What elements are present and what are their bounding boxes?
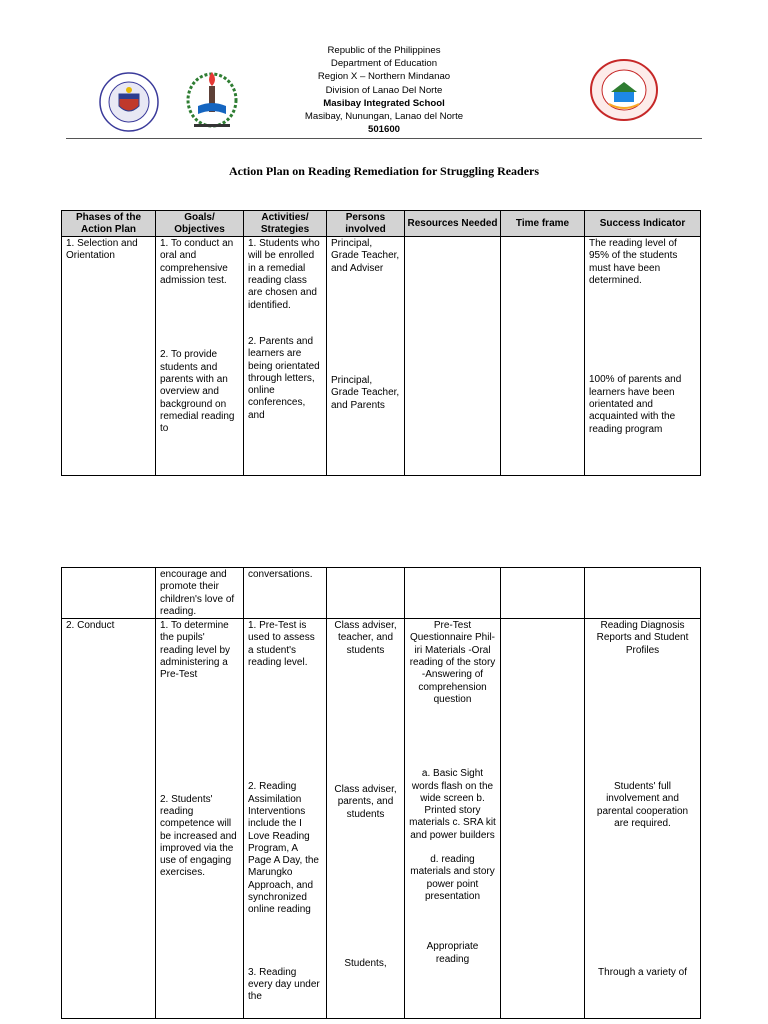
header-phases: Phases of the Action Plan	[62, 211, 156, 237]
activities-cell	[244, 237, 327, 476]
activity-text: 3. Reading every day under the	[248, 966, 320, 1003]
letterhead-line-4: Division of Lanao Del Norte	[325, 84, 443, 96]
action-plan-table-page2	[61, 567, 701, 1019]
success-text: Students' full involvement and parental cooperation are required.	[596, 781, 689, 829]
activity-text: 2. Parents and learners are being orientated through letters, online conferences, and	[248, 335, 320, 421]
goals-cell	[156, 237, 244, 476]
goals-cell	[156, 568, 244, 619]
success-cell	[585, 568, 701, 619]
success-text: 100% of parents and learners have been orientated and acquainted with the reading program	[589, 374, 682, 435]
activities-cell	[244, 619, 327, 1019]
persons-text: Class adviser, teacher, and students	[334, 620, 397, 656]
persons-cell	[327, 568, 405, 619]
resources-text: Pre-Test Questionnaire Phil-iri Materials -Oral reading of the story -Answering of comprehension question	[409, 620, 496, 705]
action-plan-table-page1	[61, 210, 701, 476]
resources-text: a. Basic Sight words flash on the wide screen b. Printed story materials c. SRA kit and power builders	[409, 768, 496, 841]
school-seal-logo	[589, 58, 659, 122]
phase-text: 2. Conduct	[66, 620, 115, 632]
persons-cell	[327, 237, 405, 476]
success-text: Through a variety of	[598, 967, 687, 979]
success-cell	[585, 619, 701, 1019]
phase-cell	[62, 237, 156, 476]
resources-cell	[405, 237, 501, 476]
header-divider	[66, 138, 702, 139]
activity-text: conversations.	[248, 569, 313, 580]
document-title: Action Plan on Reading Remediation for Struggling Readers	[228, 164, 540, 178]
deped-seal-logo	[99, 72, 159, 132]
school-id: 501600	[367, 124, 400, 136]
goals-cell	[156, 619, 244, 1019]
goal-text: 1. To determine the pupils' reading level by administering a Pre-Test	[160, 620, 231, 681]
timeframe-cell	[501, 619, 585, 1019]
timeframe-cell	[501, 568, 585, 619]
persons-text: Principal, Grade Teacher, and Adviser	[331, 238, 400, 274]
success-text: The reading level of 95% of the students must have been determined.	[589, 238, 678, 287]
resources-text: Appropriate reading	[426, 941, 479, 965]
success-text: Reading Diagnosis Reports and Student Profiles	[596, 620, 689, 656]
table-header-row	[62, 211, 701, 237]
school-address: Masibay, Nunungan, Lanao del Norte	[304, 111, 464, 123]
goal-text: 2. To provide students and parents with an overview and background on remedial reading to	[160, 349, 235, 435]
phase-text: 1. Selection and Orientation	[66, 238, 138, 262]
goal-text: encourage and promote their children's love of reading.	[160, 569, 235, 617]
header-goals: Goals/ Objectives	[156, 211, 244, 237]
header-resources: Resources Needed	[405, 211, 501, 237]
table-row	[62, 619, 701, 1019]
persons-cell	[327, 619, 405, 1019]
activity-text: 1. Students who will be enrolled in a remedial reading class are chosen and identified.	[248, 238, 320, 311]
goal-text: 1. To conduct an oral and comprehensive admission test.	[160, 238, 234, 287]
resources-cell	[405, 568, 501, 619]
phase-cell	[62, 568, 156, 619]
letterhead-line-2: Department of Education	[330, 58, 438, 70]
goal-text: 2. Students' reading competence will be increased and improved via the use of engaging exercises.	[160, 793, 237, 879]
activity-text: 2. Reading Assimilation Interventions include the I Love Reading Program, A Page A Day, the Marungko Approach, and synchronized online reading	[248, 781, 319, 916]
header-activities: Activities/ Strategies	[244, 211, 327, 237]
letterhead-line-3: Region X – Northern Mindanao	[317, 71, 451, 83]
resources-cell	[405, 619, 501, 1019]
resources-text: d. reading materials and story power point presentation	[410, 854, 495, 902]
persons-text: Principal, Grade Teacher, and Parents	[331, 375, 400, 411]
school-name: Masibay Integrated School	[323, 97, 445, 109]
activity-text: 1. Pre-Test is used to assess a student's reading level.	[248, 620, 315, 669]
success-cell	[585, 237, 701, 476]
header-persons: Persons involved	[327, 211, 405, 237]
table-row	[62, 237, 701, 476]
letterhead-line-1: Republic of the Philippines	[327, 45, 441, 56]
activities-cell	[244, 568, 327, 619]
persons-text: Class adviser, parents, and students	[334, 784, 397, 820]
persons-text: Students,	[344, 957, 387, 969]
division-seal-logo	[180, 66, 244, 134]
table-row	[62, 568, 701, 619]
phase-cell	[62, 619, 156, 1019]
timeframe-cell	[501, 237, 585, 476]
header-success: Success Indicator	[585, 211, 701, 237]
header-timeframe: Time frame	[501, 211, 585, 237]
